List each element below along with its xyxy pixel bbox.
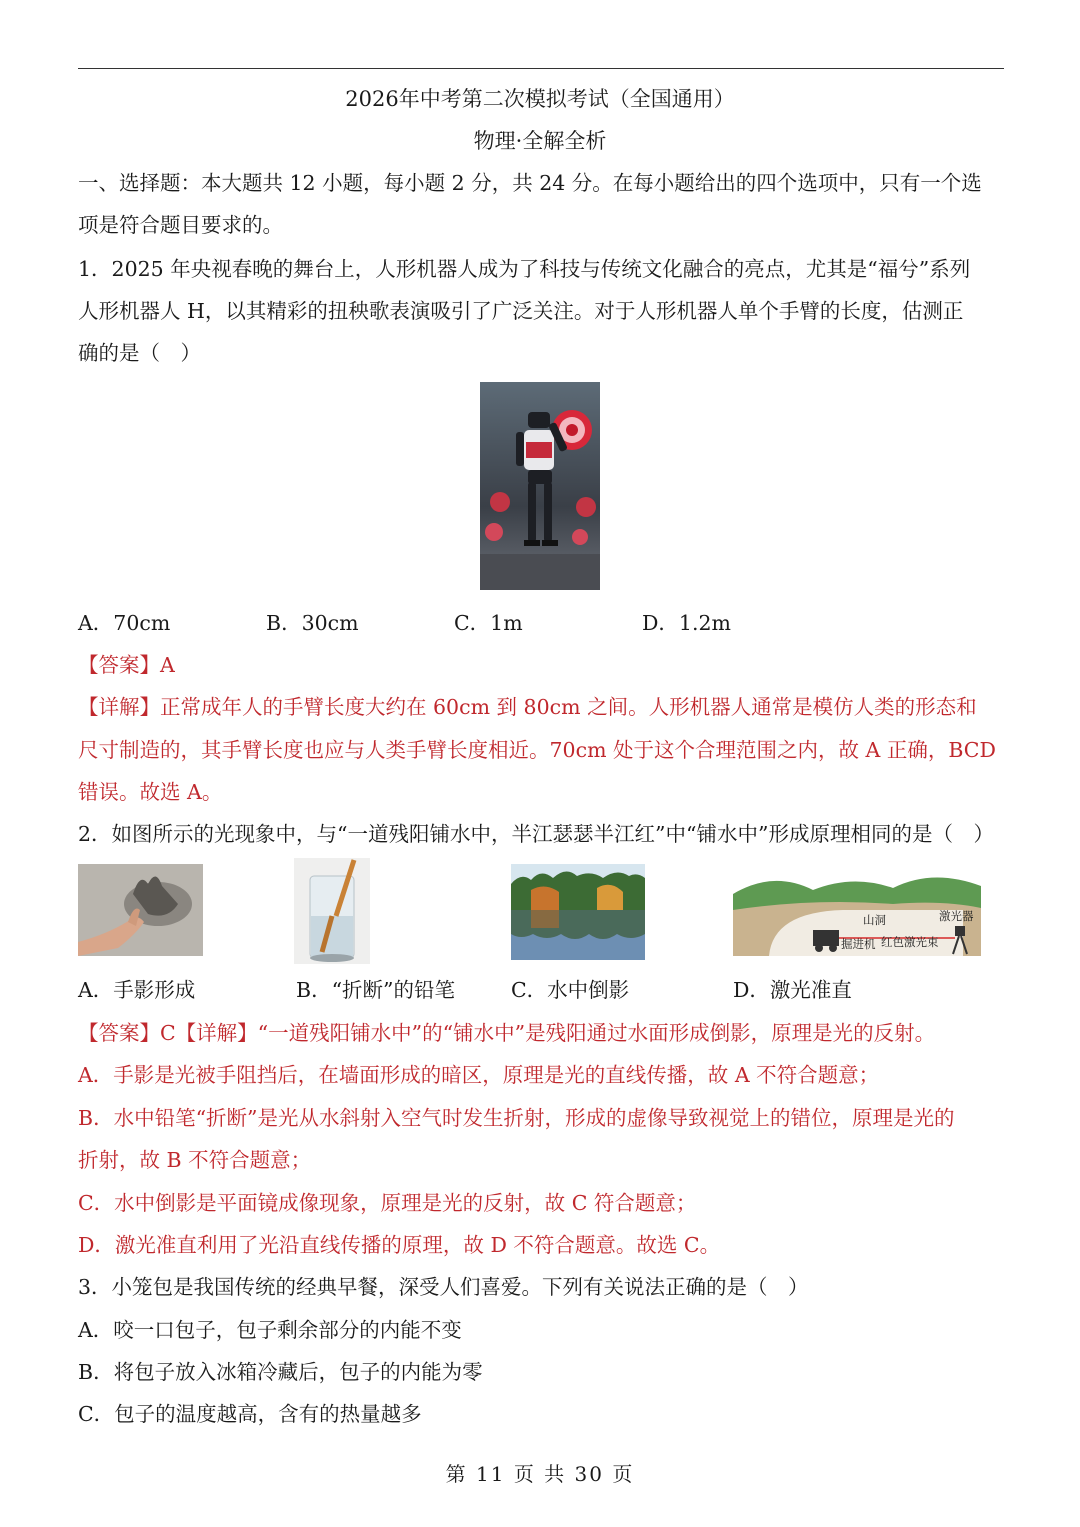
q1-stem-line1: 1．2025 年央视春晚的舞台上，人形机器人成为了科技与传统文化融合的亮点，尤其是“福兮”系列 bbox=[78, 257, 971, 281]
page-title: 2026年中考第二次模拟考试（全国通用） bbox=[345, 87, 735, 111]
q1-answer: 【答案】A bbox=[78, 653, 175, 677]
robot-photo bbox=[480, 382, 600, 590]
q1-stem-line3: 确的是（ ） bbox=[78, 341, 201, 365]
q1-explain-label: 【详解】 bbox=[78, 695, 160, 719]
section-heading-line2: 项是符合题目要求的。 bbox=[78, 213, 283, 237]
laser-label: 激光器 bbox=[939, 909, 974, 923]
q2-explain-b2: 折射，故 B 不符合题意； bbox=[78, 1148, 312, 1172]
q3-stem: 3．小笼包是我国传统的经典早餐，深受人们喜爱。下列有关说法正确的是（ ） bbox=[78, 1275, 809, 1299]
bent-pencil-photo bbox=[294, 858, 370, 964]
q2-stem: 2．如图所示的光现象中，与“一道残阳铺水中，半江瑟瑟半江红”中“铺水中”形成原理相同的是（ ） bbox=[78, 822, 994, 846]
q1-explain-text1: 正常成年人的手臂长度大约在 60cm 到 80cm 之间。人形机器人通常是模仿人类的形态和 bbox=[160, 695, 977, 719]
q1-option-c: C．1m bbox=[454, 611, 523, 635]
laser-alignment-diagram bbox=[733, 864, 981, 956]
water-reflection-photo bbox=[511, 864, 645, 960]
drill-label: 掘进机 bbox=[841, 937, 876, 951]
hand-shadow-photo bbox=[78, 864, 203, 956]
q1-option-a: A．70cm bbox=[78, 611, 171, 635]
header-rule bbox=[78, 68, 1004, 69]
q3-option-a: A．咬一口包子，包子剩余部分的内能不变 bbox=[78, 1318, 462, 1342]
q1-explain-line2: 尺寸制造的，其手臂长度也应与人类手臂长度相近。70cm 处于这个合理范围之内，故 A 正确，BCD bbox=[78, 738, 996, 762]
q2-explain-d: D．激光准直利用了光沿直线传播的原理，故 D 不符合题意。故选 C。 bbox=[78, 1233, 721, 1257]
q2-option-c: C．水中倒影 bbox=[511, 978, 630, 1002]
q2-explain-c: C．水中倒影是平面镜成像现象，原理是光的反射，故 C 符合题意； bbox=[78, 1191, 697, 1215]
q1-explain-line1 bbox=[78, 692, 977, 722]
q2-option-d: D．激光准直 bbox=[733, 978, 852, 1002]
q2-explain-b1: B．水中铅笔“折断”是光从水斜射入空气时发生折射，形成的虚像导致视觉上的错位，原理是光的 bbox=[78, 1106, 955, 1130]
section-heading-line1: 一、选择题：本大题共 12 小题，每小题 2 分，共 24 分。在每小题给出的四个选项中，只有一个选 bbox=[78, 171, 982, 195]
q1-option-d: D．1.2m bbox=[642, 611, 731, 635]
page-footer: 第 11 页 共 30 页 bbox=[445, 1462, 635, 1486]
q2-explain-a: A．手影是光被手阻挡后，在墙面形成的暗区，原理是光的直线传播，故 A 不符合题意； bbox=[78, 1063, 880, 1087]
q1-stem-line2: 人形机器人 H，以其精彩的扭秧歌表演吸引了广泛关注。对于人形机器人单个手臂的长度，估测正 bbox=[78, 299, 964, 323]
page-subtitle: 物理·全解全析 bbox=[473, 129, 607, 153]
q1-explain-line3: 错误。故选 A。 bbox=[78, 780, 223, 804]
q2-option-b: B．“折断”的铅笔 bbox=[296, 978, 456, 1002]
q2-option-a: A．手影形成 bbox=[78, 978, 196, 1002]
cave-label: 山洞 bbox=[863, 913, 886, 927]
q1-option-b: B．30cm bbox=[266, 611, 359, 635]
q2-answer: 【答案】C【详解】“一道残阳铺水中”的“铺水中”是残阳通过水面形成倒影，原理是光的反射。 bbox=[78, 1021, 936, 1045]
q3-option-b: B．将包子放入冰箱冷藏后，包子的内能为零 bbox=[78, 1360, 483, 1384]
q3-option-c: C．包子的温度越高，含有的热量越多 bbox=[78, 1402, 422, 1426]
beam-label: 红色激光束 bbox=[881, 935, 939, 949]
